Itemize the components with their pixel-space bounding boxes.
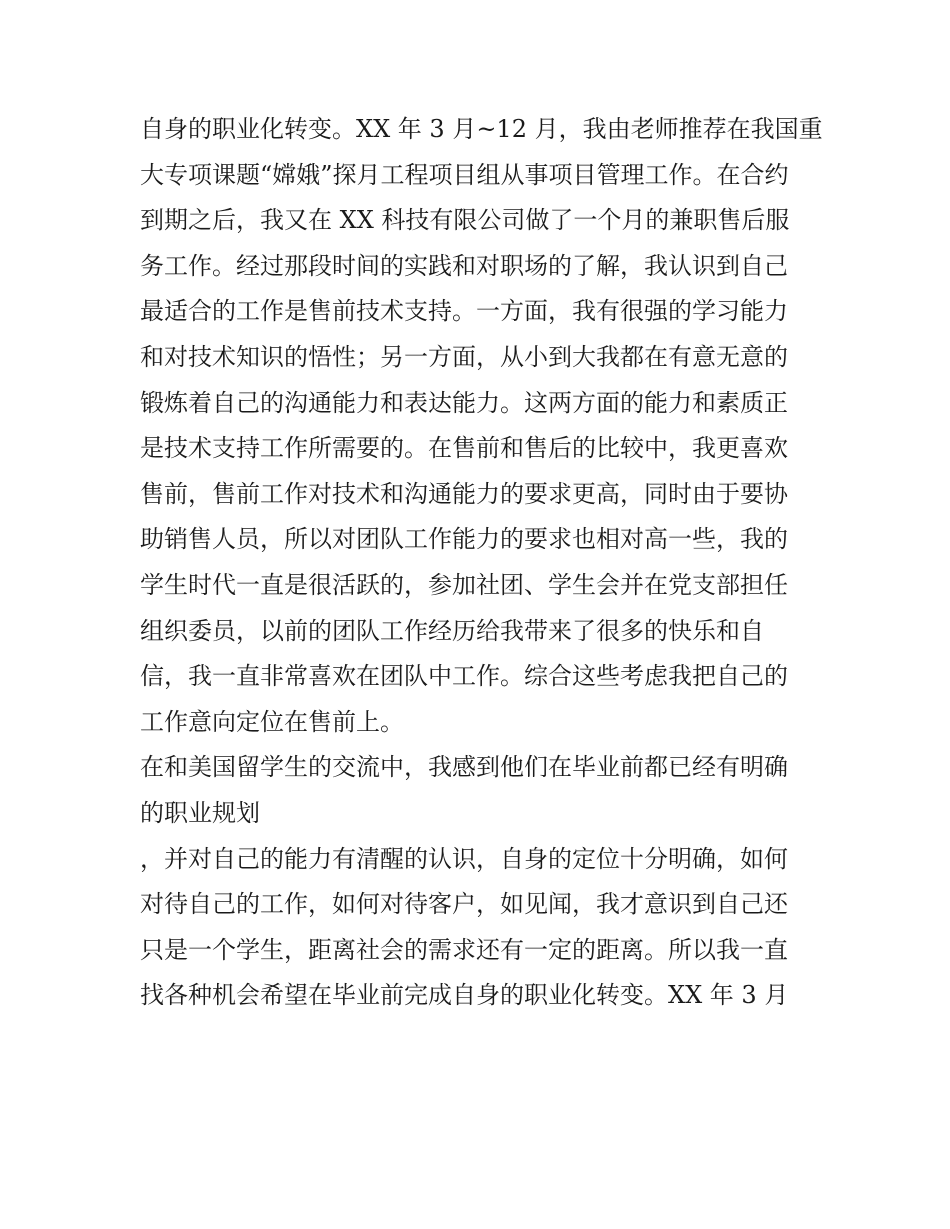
text-line: 信，我一直非常喜欢在团队中工作。综合这些考虑我把自己的: [140, 662, 788, 691]
text-line: 务工作。经过那段时间的实践和对职场的了解，我认识到自己: [140, 251, 788, 280]
text-line: 在和美国留学生的交流中，我感到他们在毕业前都已经有明确: [140, 753, 788, 782]
text-line: 自身的职业化转变。XX 年 3 月~12 月，我由老师推荐在我国重: [140, 115, 823, 143]
text-line: 对待自己的工作，如何对待客户，如见闻，我才意识到自己还: [140, 890, 788, 919]
text-line: 学生时代一直是很活跃的，参加社团、学生会并在党支部担任: [140, 570, 788, 599]
text-line: ，并对自己的能力有清醒的认识，自身的定位十分明确，如何: [140, 844, 788, 873]
text-line: 工作意向定位在售前上。: [140, 707, 404, 736]
text-line: 大专项课题“嫦娥”探月工程项目组从事项目管理工作。在合约: [140, 160, 789, 189]
text-line: 最适合的工作是售前技术支持。一方面，我有很强的学习能力: [140, 297, 788, 326]
text-line: 售前，售前工作对技术和沟通能力的要求更高，同时由于要协: [140, 479, 788, 508]
text-line: 找各种机会希望在毕业前完成自身的职业化转变。XX 年 3 月: [140, 981, 789, 1010]
text-line: 组织委员，以前的团队工作经历给我带来了很多的快乐和自: [140, 616, 764, 645]
text-line: 到期之后，我又在 XX 科技有限公司做了一个月的兼职售后服: [140, 206, 790, 235]
text-line: 和对技术知识的悟性；另一方面，从小到大我都在有意无意的: [140, 342, 788, 371]
text-line: 的职业规划: [140, 798, 260, 827]
body-text: [140, 107, 830, 1019]
text-line: 只是一个学生，距离社会的需求还有一定的距离。所以我一直: [140, 935, 788, 964]
text-line: 锻炼着自己的沟通能力和表达能力。这两方面的能力和素质正: [140, 388, 788, 417]
text-line: 是技术支持工作所需要的。在售前和售后的比较中，我更喜欢: [140, 434, 788, 463]
text-line: 助销售人员，所以对团队工作能力的要求也相对高一些，我的: [140, 525, 788, 554]
